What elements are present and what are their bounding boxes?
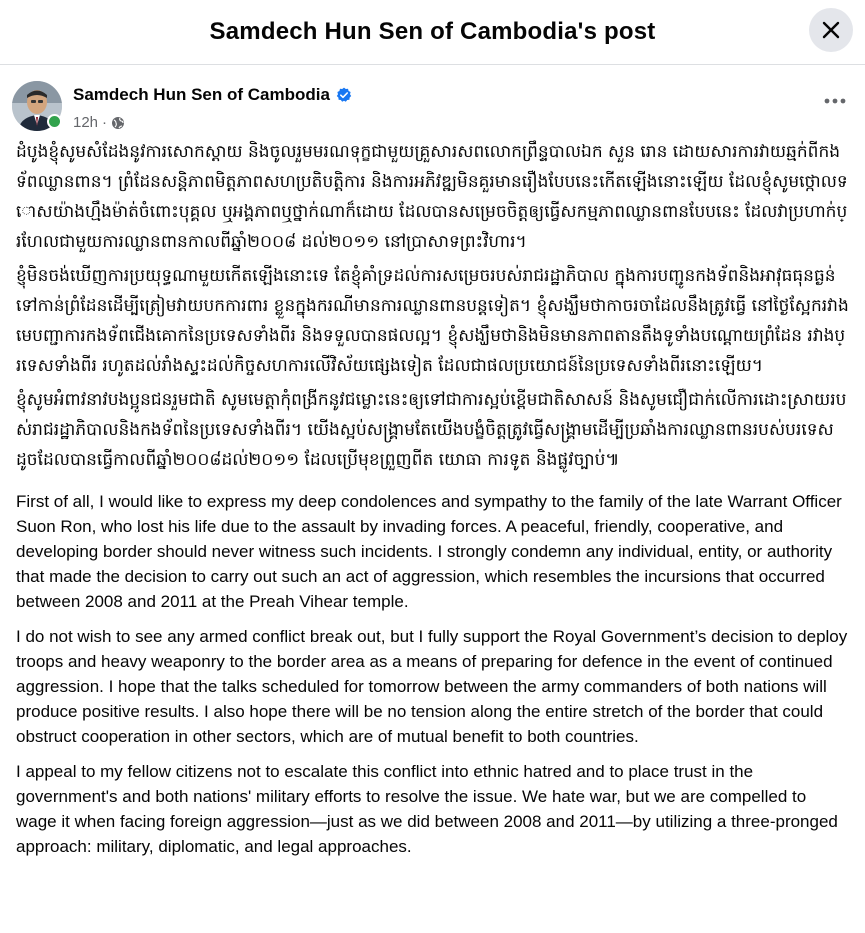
author-name[interactable]: Samdech Hun Sen of Cambodia: [73, 85, 330, 104]
online-status-icon: [47, 114, 62, 129]
meta-separator: ·: [102, 114, 108, 131]
author-row: [73, 85, 352, 105]
post-meta: [73, 114, 125, 131]
avatar-wrapper[interactable]: [12, 81, 62, 131]
post-paragraph-km-1: ដំបូងខ្ញុំសូមសំដែងនូវការសោកស្តាយ និងចូលរួមមរណទុក្ខជាមួយគ្រួសារសពលោកព្រឹន្ទបាលឯក សួន រោន ដោយសារការវាយឆ្មក់ពីកងទ័ពឈ្លានពាន។ ព្រំដែនសន្តិភាពមិត្តភាពសហប្រតិបត្តិការ និងការអភិវឌ្ឍមិនគួរមានរឿងបែបនេះកើតឡើងនោះឡើយ ដែលខ្ញុំសូមថ្កោលទោសយ៉ាងហ្មឹងម៉ាត់ចំពោះបុគ្គល ឬអង្គភាពឬថ្នាក់ណាក៏ដោយ ដែលបានសម្រេចចិត្តឲ្យធ្វើសកម្មភាពឈ្លានពានបែបនេះ ដែលវាប្រហាក់ប្រហែលជាមួយការឈ្លានពានកាលពីឆ្នាំ២០០៨ ដល់២០១១ នៅប្រាសាទព្រះវិហារ។: [16, 142, 848, 252]
verified-badge-icon: [336, 87, 352, 103]
post-paragraph-en-3: I appeal to my fellow citizens not to escalate this conflict into ethnic hatred and to place trust in the government's and both nations' military efforts to resolve the issue. We hate war, but we are compelled to wage it when facing foreign aggression—just as we did between 2008 and 2011—by utilizing a three-pronged approach: military, diplomatic, and legal approaches.: [16, 762, 838, 856]
post-timestamp[interactable]: 12h: [73, 114, 99, 131]
post-paragraph-km-3: ខ្ញុំសូមអំពាវនាវបងប្អូនជនរួមជាតិ សូមមេត្តាកុំពង្រីកនូវជម្លោះនេះឲ្យទៅជាការស្អប់ខ្ពើមជាតិសាសន៍ និងសូមជឿជាក់លើការដោះស្រាយរបស់រាជរដ្ឋាភិបាលនិងកងទ័ពនៃប្រទេសទាំងពីរ។ យើងស្អប់សង្គ្រាមតែយើងបង្ខំចិត្តត្រូវធ្វើសង្គ្រាមដើម្បីប្រឆាំងការឈ្លានពានរបស់បរទេស ដូចដែលបានធ្វើកាលពីឆ្នាំ២០០៨ដល់២០១១ ដែលប្រើមុខព្រួញពីត យោធា ការទូត និងផ្លូវច្បាប់៕: [16, 390, 847, 470]
close-button[interactable]: [809, 8, 853, 52]
dialog-title: Samdech Hun Sen of Cambodia's post: [209, 18, 656, 45]
post-paragraph-en-1: First of all, I would like to express my deep condolences and sympathy to the family of the late Warrant Officer Suon Ron, who lost his life due to the assault by invading forces. A peaceful, friendly, cooperative, and developing border should never witness such incidents. I strongly condemn any individual, entity, or authority that made the decision to carry out such an act of aggression, which resembles the incursions that occurred between 2008 and 2011 at the Preah Vihear temple.: [16, 492, 842, 611]
more-options-button[interactable]: [821, 91, 849, 111]
post-header: [0, 65, 865, 137]
close-icon: [821, 20, 841, 40]
post-paragraph-km-2: ខ្ញុំមិនចង់ឃើញការប្រយុទ្ធណាមួយកើតឡើងនោះទេ តែខ្ញុំគាំទ្រដល់ការសម្រេចរបស់រាជរដ្ឋាភិបាល ក្នុងការបញ្ជូនកងទ័ពនិងអាវុធធុនធ្ងន់ ទៅកាន់ព្រំដែនដើម្បីត្រៀមវាយបកការពារ ខ្លួនក្នុងករណីមានការឈ្លានពានបន្តទៀត។ ខ្ញុំសង្ឃឹមថាកាចរចាដែលនឹងត្រូវធ្វើ នៅថ្ងៃស្អែករវាងមេបញ្ជាការកងទ័ពជើងគោកនៃប្រទេសទាំងពីរ និងទទួលបានផលល្អ។ ខ្ញុំសង្ឃឹមថានិងមិនមានភាពតានតឹងទូទាំងបណ្តោយព្រំដែន រវាងប្រទេសទាំងពីរ រហូតដល់រាំងស្ទះដល់កិច្ចសហការលើវិស័យផ្សេងទៀត ដែលជាផលប្រយោជន៍នៃប្រទេសទាំងពីរនោះឡើយ។: [16, 266, 849, 376]
globe-icon: [111, 116, 125, 130]
post-paragraph-en-2: I do not wish to see any armed conflict break out, but I fully support the Royal Government’s decision to deploy troops and heavy weaponry to the border area as a means of preparing for defence in the event of continued aggression. I hope that the talks scheduled for tomorrow between the army commanders of both nations will produce positive results. I also hope there will be no tension along the entire stretch of the border that could obstruct cooperation in other sectors, which are of mutual benefit to both countries.: [16, 627, 848, 746]
more-options-icon: [824, 98, 846, 104]
dialog-header: [0, 0, 865, 65]
post-body: [0, 137, 865, 859]
